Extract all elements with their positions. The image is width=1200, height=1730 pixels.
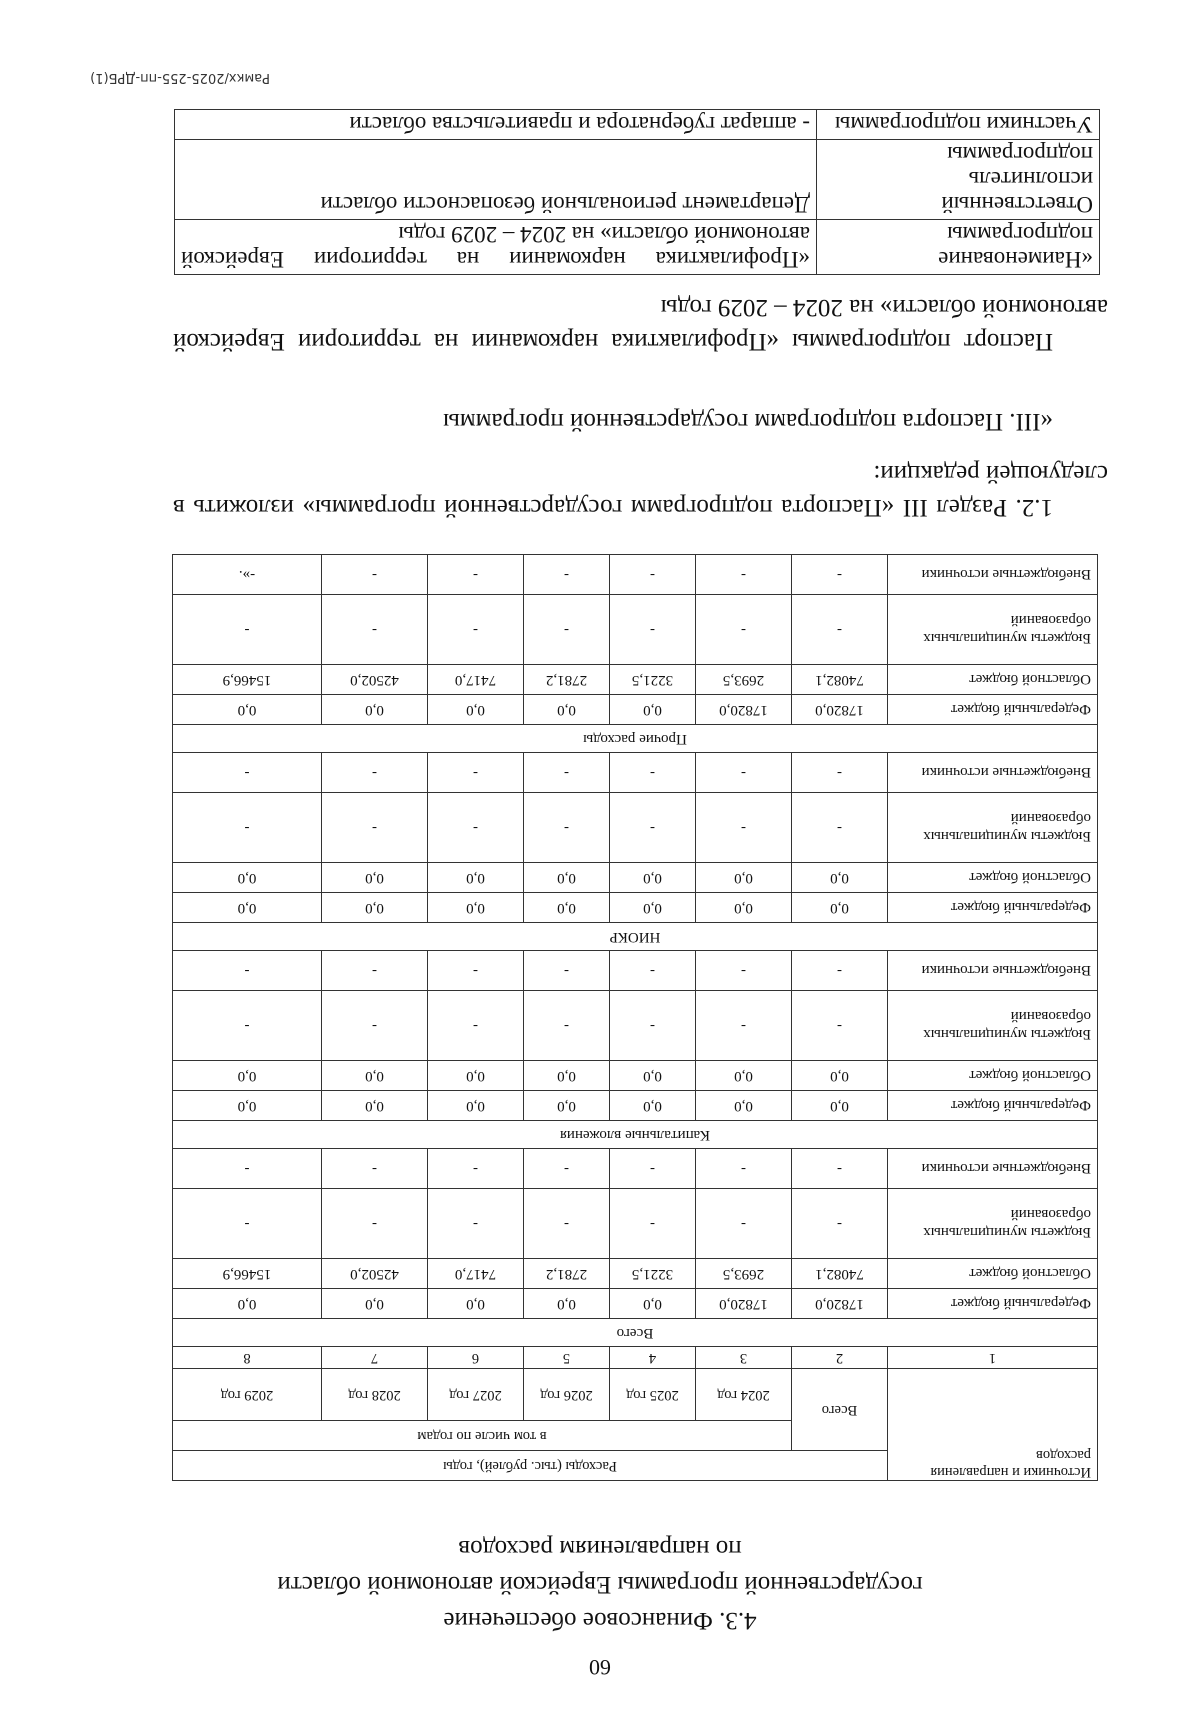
amendment-paragraph: 1.2. Раздел III «Паспорта подпрограмм государственной программы» изложить в следующей редакции: (173, 460, 1108, 521)
value-cell: - (610, 793, 696, 863)
value-cell: - (172, 753, 321, 793)
row-label: Областной бюджет (888, 1259, 1098, 1289)
section-title-line-2: государственной программы Еврейской автономной области (277, 1571, 923, 1598)
value-cell: - (524, 991, 610, 1061)
value-cell: -». (172, 555, 321, 595)
value-cell: 17820,0 (792, 695, 888, 725)
value-cell: - (428, 793, 524, 863)
value-cell: 0,0 (524, 893, 610, 923)
value-cell: 42502,0 (322, 665, 428, 695)
header-total: Всего (792, 1369, 888, 1451)
passport-label: Ответственный исполнитель подпрограммы (817, 140, 1100, 220)
header-expenses: Расходы (тыс. рублей), годы (172, 1451, 887, 1481)
value-cell: 0,0 (610, 863, 696, 893)
amendment-quote-heading: «III. Паспорта подпрограмм государственной программы (443, 408, 1053, 435)
section-row (172, 1121, 1097, 1149)
passport-label: Участники подпрограммы (817, 110, 1100, 140)
value-cell: - (696, 753, 792, 793)
value-cell: 0,0 (322, 893, 428, 923)
value-cell: 0,0 (696, 1061, 792, 1091)
document-code: Рамкх/2025-255-пп-ДРБ(1) (90, 70, 270, 85)
section-title-line-1: 4.3. Финансовое обеспечение (443, 1607, 757, 1634)
value-cell: - (428, 991, 524, 1061)
value-cell: 0,0 (172, 863, 321, 893)
row-label: Бюджеты муниципальных образований (888, 793, 1098, 863)
table-row (172, 1091, 1097, 1121)
value-cell: 0,0 (696, 863, 792, 893)
column-number: 8 (172, 1347, 321, 1369)
value-cell: 0,0 (172, 893, 321, 923)
value-cell: - (696, 793, 792, 863)
row-label: Внебюджетные источники (888, 555, 1098, 595)
passport-value: «Профилактика наркомании на территории Еврейской автономной области» на 2024 – 2029 годы (175, 220, 817, 275)
passport-table (174, 109, 1100, 275)
value-cell: 0,0 (172, 1061, 321, 1091)
table-row (172, 893, 1097, 923)
row-label: Областной бюджет (888, 1061, 1098, 1091)
value-cell: 0,0 (696, 1091, 792, 1121)
table-row (172, 1259, 1097, 1289)
value-cell: - (792, 951, 888, 991)
value-cell: - (172, 1149, 321, 1189)
value-cell: - (524, 951, 610, 991)
value-cell: - (322, 793, 428, 863)
row-label: Внебюджетные источники (888, 753, 1098, 793)
header-year: 2026 год (524, 1369, 610, 1421)
header-year: 2027 год (428, 1369, 524, 1421)
row-label: Федеральный бюджет (888, 1091, 1098, 1121)
value-cell: 15466,9 (172, 665, 321, 695)
table-row (172, 991, 1097, 1061)
value-cell: - (172, 991, 321, 1061)
column-number: 7 (322, 1347, 428, 1369)
section-title-cell: Капитальные вложения (172, 1121, 1097, 1149)
value-cell: 0,0 (792, 863, 888, 893)
table-row (172, 863, 1097, 893)
row-label: Федеральный бюджет (888, 893, 1098, 923)
passport-row (175, 110, 1100, 140)
row-label: Федеральный бюджет (888, 695, 1098, 725)
row-label: Областной бюджет (888, 863, 1098, 893)
row-label: Областной бюджет (888, 665, 1098, 695)
value-cell: 0,0 (172, 1289, 321, 1319)
section-title (100, 1530, 1100, 1638)
value-cell: 0,0 (524, 1091, 610, 1121)
value-cell: 0,0 (792, 893, 888, 923)
value-cell: - (696, 991, 792, 1061)
value-cell: - (428, 595, 524, 665)
value-cell: 15466,9 (172, 1259, 321, 1289)
value-cell: - (172, 793, 321, 863)
value-cell: 74082,1 (792, 1259, 888, 1289)
page-number: 60 (589, 1655, 611, 1680)
value-cell: 0,0 (524, 863, 610, 893)
column-number: 3 (696, 1347, 792, 1369)
table-row (172, 555, 1097, 595)
value-cell: - (524, 1149, 610, 1189)
table-row (172, 1289, 1097, 1319)
value-cell: 0,0 (610, 695, 696, 725)
value-cell: 74082,1 (792, 665, 888, 695)
section-row (172, 923, 1097, 951)
table-row (172, 665, 1097, 695)
row-label: Бюджеты муниципальных образований (888, 595, 1098, 665)
value-cell: 0,0 (524, 1289, 610, 1319)
value-cell: - (696, 595, 792, 665)
value-cell: - (524, 793, 610, 863)
value-cell: - (322, 951, 428, 991)
value-cell: - (524, 555, 610, 595)
value-cell: 17820,0 (792, 1289, 888, 1319)
section-title-cell: Прочие расходы (172, 725, 1097, 753)
finance-table (172, 554, 1098, 1481)
section-title-cell: Всего (172, 1319, 1097, 1347)
column-number: 1 (888, 1347, 1098, 1369)
value-cell: 0,0 (610, 1091, 696, 1121)
value-cell: 0,0 (322, 1091, 428, 1121)
value-cell: 0,0 (428, 1061, 524, 1091)
value-cell: 2693,5 (696, 665, 792, 695)
value-cell: - (792, 595, 888, 665)
value-cell: - (172, 1189, 321, 1259)
value-cell: - (428, 753, 524, 793)
value-cell: 0,0 (428, 863, 524, 893)
passport-row (175, 220, 1100, 275)
value-cell: 0,0 (428, 1091, 524, 1121)
value-cell: 2781,2 (524, 1259, 610, 1289)
value-cell: - (610, 1189, 696, 1259)
section-row (172, 1319, 1097, 1347)
value-cell: 0,0 (610, 893, 696, 923)
value-cell: 0,0 (524, 695, 610, 725)
passport-label: «Наименование подпрограммы (817, 220, 1100, 275)
value-cell: - (792, 753, 888, 793)
value-cell: - (792, 1149, 888, 1189)
section-title-cell: НИОКР (172, 923, 1097, 951)
value-cell: 0,0 (524, 1061, 610, 1091)
value-cell: 7417,0 (428, 665, 524, 695)
value-cell: - (610, 951, 696, 991)
value-cell: - (524, 595, 610, 665)
value-cell: - (610, 991, 696, 1061)
value-cell: - (696, 555, 792, 595)
value-cell: - (610, 595, 696, 665)
value-cell: - (322, 1149, 428, 1189)
passport-value: Департамент региональной безопасности области (175, 140, 817, 220)
value-cell: 0,0 (322, 863, 428, 893)
value-cell: 0,0 (428, 695, 524, 725)
column-number: 5 (524, 1347, 610, 1369)
value-cell: 17820,0 (696, 695, 792, 725)
value-cell: 0,0 (696, 893, 792, 923)
row-label: Внебюджетные источники (888, 951, 1098, 991)
header-sources: Источники и направления расходов (888, 1369, 1098, 1481)
table-row (172, 1061, 1097, 1091)
value-cell: - (792, 793, 888, 863)
passport-row (175, 140, 1100, 220)
value-cell: 0,0 (322, 1061, 428, 1091)
value-cell: 0,0 (428, 893, 524, 923)
value-cell: - (322, 753, 428, 793)
value-cell: - (696, 1189, 792, 1259)
value-cell: - (610, 555, 696, 595)
table-row (172, 951, 1097, 991)
table-row (172, 753, 1097, 793)
value-cell: 0,0 (172, 695, 321, 725)
column-number: 6 (428, 1347, 524, 1369)
header-year: 2029 год (172, 1369, 321, 1421)
value-cell: - (696, 1149, 792, 1189)
value-cell: 2781,2 (524, 665, 610, 695)
section-title-line-3: по направлениям расходов (458, 1535, 742, 1562)
passport-heading: Паспорт подпрограммы «Профилактика наркомании на территории Еврейской автономной области» на 2024 – 2029 годы (173, 294, 1108, 355)
row-label: Федеральный бюджет (888, 1289, 1098, 1319)
table-row (172, 595, 1097, 665)
value-cell: - (792, 555, 888, 595)
row-label: Бюджеты муниципальных образований (888, 991, 1098, 1061)
header-year: 2024 год (696, 1369, 792, 1421)
value-cell: 3221,5 (610, 665, 696, 695)
value-cell: 7417,0 (428, 1259, 524, 1289)
value-cell: - (610, 753, 696, 793)
header-including: в том числе по годам (172, 1421, 791, 1451)
header-year: 2028 год (322, 1369, 428, 1421)
value-cell: - (792, 991, 888, 1061)
row-label: Бюджеты муниципальных образований (888, 1189, 1098, 1259)
value-cell: 17820,0 (696, 1289, 792, 1319)
value-cell: - (172, 951, 321, 991)
value-cell: 0,0 (172, 1091, 321, 1121)
passport-value: - аппарат губернатора и правительства области (175, 110, 817, 140)
table-row (172, 793, 1097, 863)
value-cell: 0,0 (428, 1289, 524, 1319)
value-cell: 0,0 (610, 1061, 696, 1091)
value-cell: 0,0 (322, 695, 428, 725)
value-cell: - (524, 1189, 610, 1259)
value-cell: 42502,0 (322, 1259, 428, 1289)
value-cell: 2693,5 (696, 1259, 792, 1289)
value-cell: - (322, 1189, 428, 1259)
value-cell: - (322, 991, 428, 1061)
value-cell: - (696, 951, 792, 991)
value-cell: - (792, 1189, 888, 1259)
value-cell: - (428, 1149, 524, 1189)
value-cell: - (428, 951, 524, 991)
value-cell: - (428, 555, 524, 595)
value-cell: - (322, 555, 428, 595)
value-cell: 0,0 (322, 1289, 428, 1319)
header-year: 2025 год (610, 1369, 696, 1421)
column-number: 4 (610, 1347, 696, 1369)
value-cell: 0,0 (792, 1091, 888, 1121)
table-row (172, 1149, 1097, 1189)
column-number: 2 (792, 1347, 888, 1369)
value-cell: - (524, 753, 610, 793)
value-cell: - (428, 1189, 524, 1259)
row-label: Внебюджетные источники (888, 1149, 1098, 1189)
value-cell: - (322, 595, 428, 665)
value-cell: - (610, 1149, 696, 1189)
value-cell: 3221,5 (610, 1259, 696, 1289)
table-row (172, 1189, 1097, 1259)
value-cell: 0,0 (792, 1061, 888, 1091)
value-cell: 0,0 (610, 1289, 696, 1319)
table-row (172, 695, 1097, 725)
value-cell: - (172, 595, 321, 665)
section-row (172, 725, 1097, 753)
